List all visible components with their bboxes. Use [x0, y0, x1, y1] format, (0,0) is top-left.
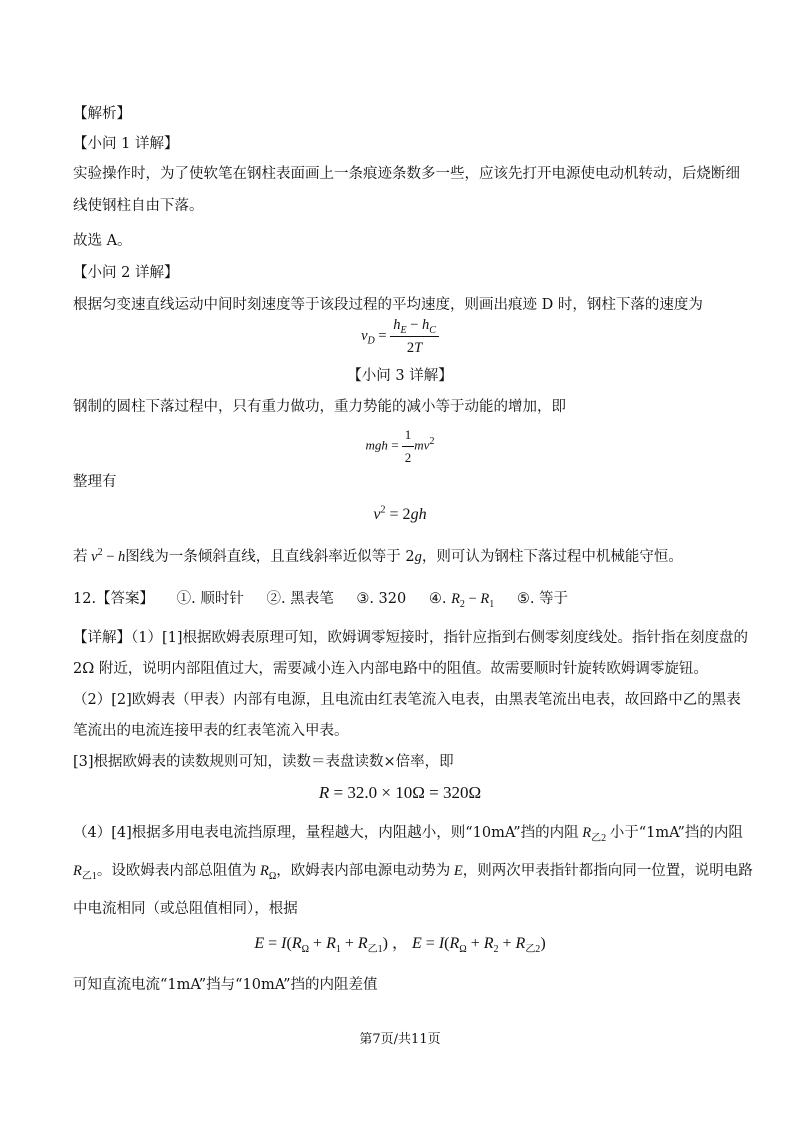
detail-line-2: 2Ω 附近，说明内部阻值过大，需要减小连入内部电路中的阻值。故需要顺时针旋转欧姆调零旋钮。: [73, 661, 708, 677]
q3-text-line-3-c: ，则可认为钢柱下落过程中机械能守恒。: [421, 549, 683, 565]
detail-line-7-b: 小于“1mA”挡的内阻: [609, 825, 743, 841]
symbol-rz2: $R_{乙2}$: [578, 825, 607, 844]
q3-text-line-3-a: 若: [73, 549, 88, 565]
detail-line-8-a: 。设欧姆表内部总阻值为: [96, 863, 257, 879]
detail-line-11: 可知直流电流“1mA”挡与“10mA”挡的内阻差值: [73, 977, 378, 993]
detail-line-1: 【详解】（1）[1]根据欧姆表原理可知，欧姆调零短接时，指针应指到右侧零刻度线处。指针指在刻度盘的: [73, 630, 749, 646]
formula-vd: $v_D$ = $\frac{h_E - h_C}{2T}$: [0, 314, 800, 359]
symbol-e: E: [450, 863, 463, 879]
detail-line-7-a: （4）[4]根据多用电表电流挡原理，量程越大，内阻越小，则“10mA”挡的内阻: [73, 825, 579, 841]
q3-text-line-3-b: 图线为一条倾斜直线，且直线斜率近似等于 2: [125, 549, 415, 565]
answer-12-5: ⑤. 等于: [516, 591, 569, 607]
detail-line-8: [73, 861, 753, 881]
answer-12-4: ④.: [428, 591, 447, 607]
detail-line-5: [3]根据欧姆表的读数规则可知，读数＝表盘读数×倍率，即: [73, 754, 454, 770]
page-footer: 第7页/共11页: [359, 1032, 441, 1047]
answer-12-3: ③. 320: [356, 591, 407, 607]
detail-line-9: 中电流相同（或总阻值相同），根据: [73, 901, 298, 917]
detail-line-4: 笔流出的电流连接甲表的红表笔流入甲表。: [73, 723, 349, 739]
symbol-g: g: [414, 549, 422, 565]
formula-emf: $E = I(R_\Omega + R_1 + R_{乙1})$ ， $E = I(R_\Omega + R_2 + R_{乙2})$: [254, 935, 546, 956]
symbol-rz1: $R_{乙1}$: [73, 863, 97, 882]
q1-choice: 故选 A。: [73, 233, 132, 249]
formula-energy: mgh = $\frac{1}{2}$ $mv^2$: [0, 424, 800, 469]
answer-12-2: ②. 黑表笔: [266, 591, 334, 607]
symbol-romega: $R_\Omega$: [256, 863, 277, 882]
q3-text-line-1: 钢制的圆柱下落过程中，只有重力做功，重力势能的减小等于动能的增加，即: [73, 399, 566, 415]
detail-line-8-c: ，则两次甲表指针都指向同一位置，说明电路: [462, 863, 753, 879]
q1-heading: 【小问 1 详解】: [73, 136, 179, 152]
q2-text-line-1: 根据匀变速直线运动中间时刻速度等于该段过程的平均速度，则画出痕迹 D 时，钢柱下落的速度为: [73, 297, 703, 313]
q3-text-line-3: [73, 547, 683, 567]
section-jiexi: 【解析】: [73, 106, 131, 122]
detail-line-7: [73, 823, 743, 843]
q3-heading: 【小问 3 详解】: [347, 368, 453, 384]
answer-12-1: ①. 顺时针: [176, 591, 244, 607]
detail-line-8-b: ，欧姆表内部电源电动势为: [276, 863, 451, 879]
formula-r2-r1: $R_2 - R_1$: [451, 591, 495, 610]
formula-v2-h: $v^2 - h$: [87, 547, 126, 565]
formula-reading: R = 32.0 × 10Ω = 320Ω: [318, 783, 482, 802]
formula-v2: $v^2 = 2gh$: [373, 504, 427, 523]
q2-heading: 【小问 2 详解】: [73, 265, 179, 281]
q3-text-line-2: 整理有: [73, 474, 117, 490]
answer-12-num: 12.【答案】: [73, 591, 155, 607]
q1-text-line-2: 线使钢柱自由下落。: [73, 198, 204, 214]
answer-12: [73, 589, 568, 609]
q1-text-line-1: 实验操作时，为了使软笔在钢柱表面画上一条痕迹条数多一些，应该先打开电源使电动机转动，后烧断细: [73, 166, 740, 182]
detail-line-3: （2）[2]欧姆表（甲表）内部有电源，且电流由红表笔流入电表，由黑表笔流出电表，故回路中乙的黑表: [73, 692, 741, 708]
